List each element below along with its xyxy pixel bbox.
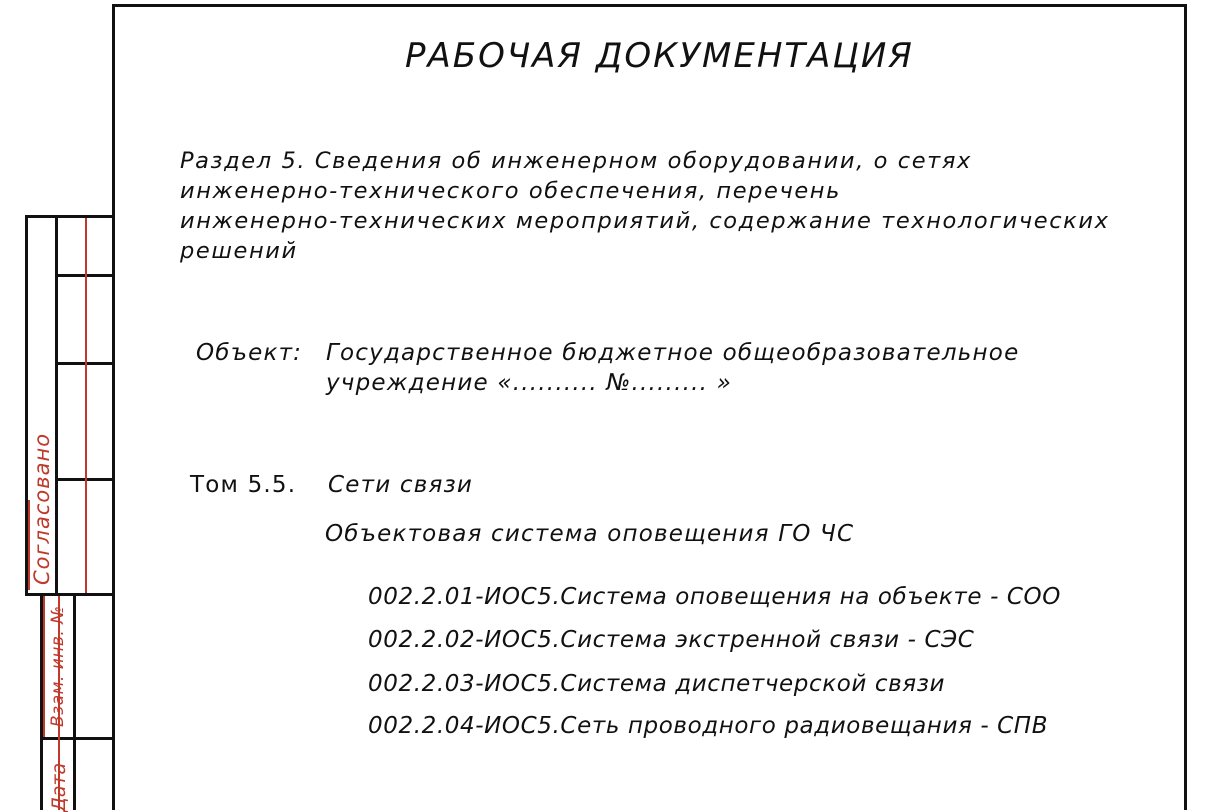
object-name-line2: учреждение «.......... №......... » bbox=[326, 370, 733, 396]
agreed-label: Согласовано bbox=[30, 432, 54, 585]
document-item: 002.2.03-ИОС5.Система диспетчерской связи bbox=[368, 671, 946, 697]
object-name-line1: Государственное бюджетное общеобразовательное bbox=[326, 340, 1020, 366]
document-item: 002.2.01-ИОС5.Система оповещения на объекте - СОО bbox=[368, 584, 1061, 610]
frame-right-border bbox=[1184, 4, 1187, 810]
section-line: инженерно-технических мероприятий, содержание технологических bbox=[180, 208, 1110, 234]
section-line: инженерно-технического обеспечения, перечень bbox=[180, 178, 841, 204]
section-line: Раздел 5. Сведения об инженерном оборудовании, о сетях bbox=[180, 148, 972, 174]
volume-name: Сети связи bbox=[328, 472, 474, 498]
document-item: 002.2.04-ИОС5.Сеть проводного радиовещания - СПВ bbox=[368, 713, 1049, 739]
frame-top-border bbox=[112, 4, 1187, 7]
section-line: решений bbox=[180, 238, 298, 264]
date-label: Дата bbox=[48, 762, 70, 812]
volume-label: Том 5.5. bbox=[190, 472, 297, 498]
object-label: Объект: bbox=[196, 340, 303, 366]
volume-subtitle: Объектовая система оповещения ГО ЧС bbox=[325, 521, 855, 547]
document-item: 002.2.02-ИОС5.Система экстренной связи - СЭС bbox=[368, 627, 975, 653]
section-description bbox=[180, 146, 1110, 266]
replacement-inv-label: Взам. инв. № bbox=[48, 605, 68, 727]
document-title: РАБОЧАЯ ДОКУМЕНТАЦИЯ bbox=[405, 36, 914, 76]
